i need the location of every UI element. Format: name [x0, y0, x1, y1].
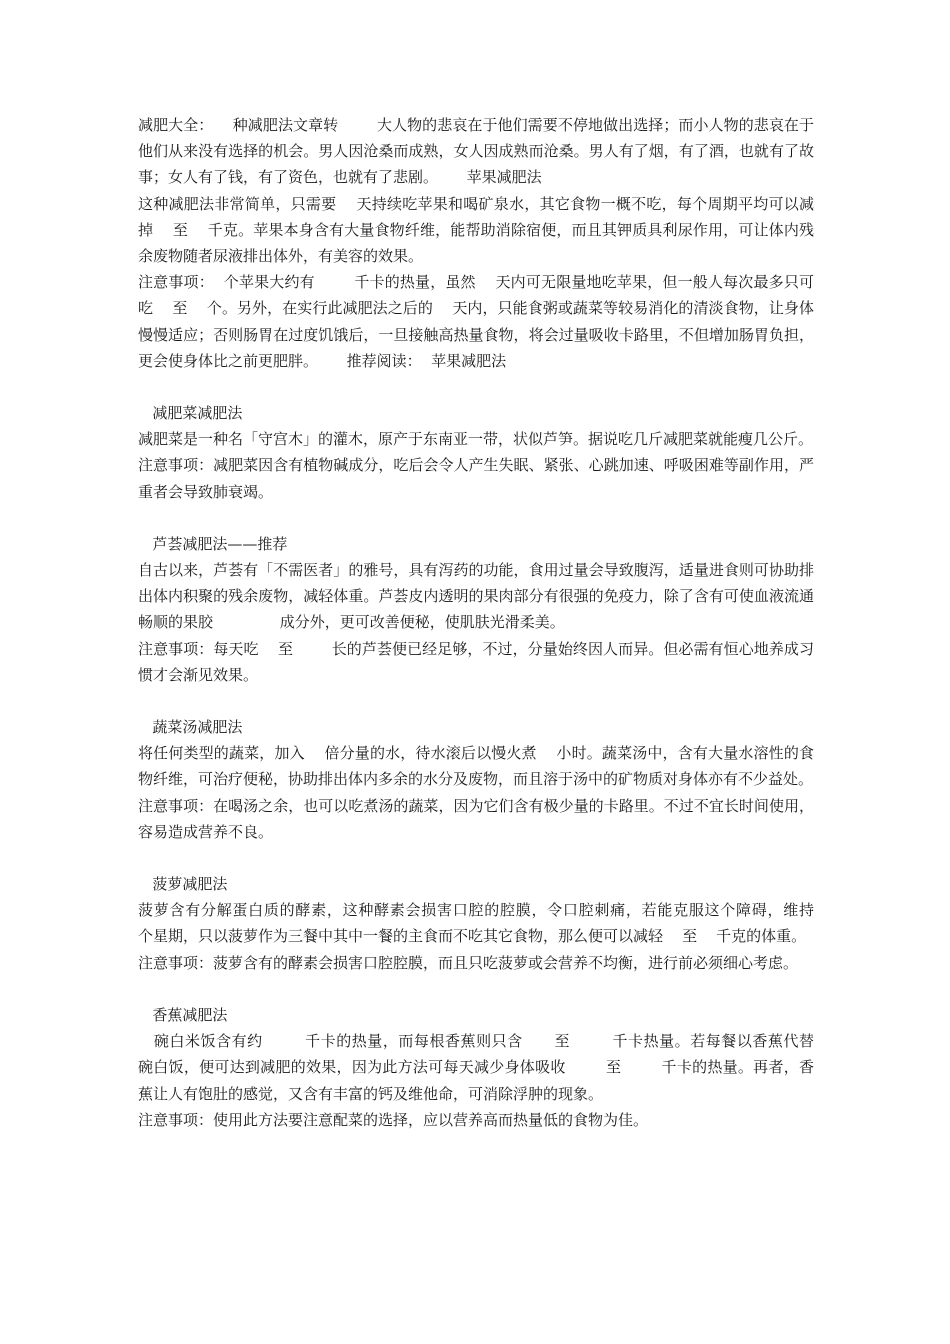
section-spacer [138, 374, 814, 400]
section-title: 菠萝减肥法 [138, 875, 228, 894]
section-body: 减肥菜是一种名「守宫木」的灌木，原产于东南亚一带，状似芦笋。据说吃几斤减肥菜就能瘦几公斤。 [138, 430, 814, 449]
section-title: 减肥菜减肥法 [138, 404, 243, 423]
intro-block [138, 112, 814, 374]
section-spacer [138, 845, 814, 871]
section-note: 注意事项：菠萝含有的酵素会损害口腔腔膜，而且只吃菠萝或会营养不均衡，进行前必须细心考虑。 [138, 953, 799, 972]
section-body: 将任何类型的蔬菜，加入 倍分量的水，待水滚后以慢火煮 小时。蔬菜汤中，含有大量水溶性的食物纤维，可治疗便秘，协助排出体内多余的水分及废物，而且溶于汤中的矿物质对身体亦有不少益处。 [138, 744, 814, 789]
section-note: 注意事项：减肥菜因含有植物碱成分，吃后会令人产生失眠、紧张、心跳加速、呼吸困难等副作用，严重者会导致肺衰竭。 [138, 456, 814, 501]
apple-method-note: 注意事项： 个苹果大约有 千卡的热量，虽然 天内可无限量地吃苹果，但一般人每次最多只可吃 至 个。另外，在实行此减肥法之后的 天内，只能食粥或蔬菜等较易消化的清淡食物，让身体慢慢适应；否则肠胃在过度饥饿后，一旦接触高热量食物，将会过量吸收卡路里，不但增加肠胃负担，更会使身体比之前更肥胖。 推荐阅读： 苹果减肥法 [138, 273, 814, 370]
apple-method-description: 这种减肥法非常简单，只需要 天持续吃苹果和喝矿泉水，其它食物一概不吃，每个周期平均可以减掉 至 千克。苹果本身含有大量食物纤维，能帮助消除宿便，而且其钾质具利尿作用，可让体内残余废物随者尿液排出体外，有美容的效果。 [138, 194, 814, 266]
section-slimming-vegetable [138, 400, 814, 505]
section-note: 注意事项：每天吃 至 长的芦荟便已经足够，不过，分量始终因人而异。但必需有恒心地养成习惯才会渐见效果。 [138, 639, 814, 684]
section-aloe [138, 531, 814, 688]
section-body: 碗白米饭含有约 千卡的热量，而每根香蕉则只含 至 千卡热量。若每餐以香蕉代替 碗白饭，便可达到减肥的效果，因为此方法可每天减少身体吸收 至 千卡的热量。再者，香蕉让人有饱肚的感觉，又含有丰富的钙及维他命，可消除浮肿的现象。 [138, 1032, 834, 1103]
section-pineapple [138, 871, 834, 976]
section-body: 菠萝含有分解蛋白质的酵素，这种酵素会损害口腔的腔膜，令口腔刺痛，若能克服这个障碍，维持 个星期，只以菠萝作为三餐中其中一餐的主食而不吃其它食物，那么便可以减轻 至 千克的体重。 [138, 901, 834, 946]
intro-paragraph: 减肥大全： 种减肥法文章转 大人物的悲哀在于他们需要不停地做出选择；而小人物的悲哀在于他们从来没有选择的机会。男人因沧桑而成熟，女人因成熟而沧桑。男人有了烟，有了酒，也就有了故事；女人有了钱，有了资色，也就有了悲剧。 苹果减肥法 [138, 116, 814, 187]
section-title: 蔬菜汤减肥法 [138, 718, 243, 737]
section-note: 注意事项：使用此方法要注意配菜的选择，应以营养高而热量低的食物为佳。 [138, 1110, 649, 1129]
section-note: 注意事项：在喝汤之余，也可以吃煮汤的蔬菜，因为它们含有极少量的卡路里。不过不宜长时间使用，容易造成营养不良。 [138, 796, 814, 841]
section-title: 芦荟减肥法——推荐 [138, 534, 288, 553]
section-spacer [138, 976, 814, 1002]
section-banana [138, 1002, 834, 1133]
section-body: 自古以来，芦荟有「不需医者」的雅号，具有泻药的功能，食用过量会导致腹泻，适量进食则可协助排出体内积聚的残余废物，减轻体重。芦荟皮内透明的果肉部分有很强的免疫力，除了含有可使血液流通畅顺的果胶 成分外，更可改善便秘，使肌肤光滑柔美。 [138, 561, 814, 632]
section-title: 香蕉减肥法 [138, 1005, 228, 1024]
section-spacer [138, 688, 814, 714]
section-spacer [138, 505, 814, 531]
document-page [138, 112, 834, 1133]
section-vegetable-soup [138, 714, 814, 845]
